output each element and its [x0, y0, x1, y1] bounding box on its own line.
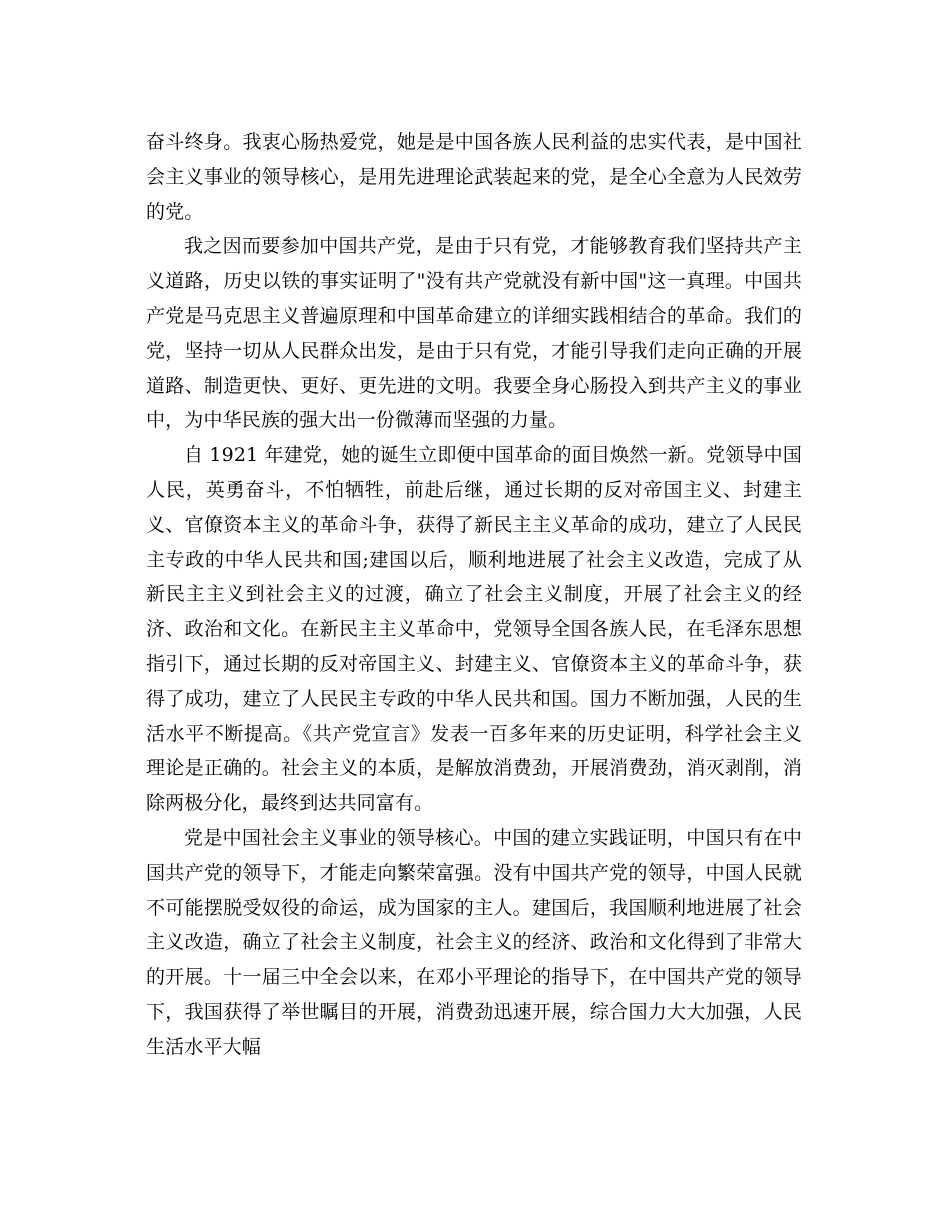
paragraph-2: 我之因而要参加中国共产党，是由于只有党，才能够教育我们坚持共产主义道路，历史以铁的事实证明了"没有共产党就没有新中国"这一真理。中国共产党是马克思主义普遍原理和中国革命建立的详细实践相结合的革命。我们的党，坚持一切从人民群众出发，是由于只有党，才能引导我们走向正确的开展道路、制造更快、更好、更先进的文明。我要全身心肠投入到共产主义的事业中，为中华民族的强大出一份微薄而坚强的力量。 — [146, 235, 802, 432]
paragraph-1: 奋斗终身。我衷心肠热爱党，她是是中国各族人民利益的忠实代表，是中国社会主义事业的领导核心，是用先进理论武装起来的党，是全心全意为人民效劳的党。 — [146, 131, 802, 223]
document-page — [146, 125, 802, 1065]
paragraph-3: 自 1921 年建党，她的诞生立即便中国革命的面目焕然一新。党领导中国人民，英勇奋斗，不怕牺牲，前赴后继，通过长期的反对帝国主义、封建主义、官僚资本主义的革命斗争，获得了新民主主义革命的成功，建立了人民民主专政的中华人民共和国;建国以后，顺利地进展了社会主义改造，完成了从新民主主义到社会主义的过渡，确立了社会主义制度，开展了社会主义的经济、政治和文化。在新民主主义革命中，党领导全国各族人民，在毛泽东思想指引下，通过长期的反对帝国主义、封建主义、官僚资本主义的革命斗争，获得了成功，建立了人民民主专政的中华人民共和国。国力不断加强，人民的生活水平不断提高。《共产党宣言》发表一百多年来的历史证明，科学社会主义理论是正确的。社会主义的本质，是解放消费劲，开展消费劲，消灭剥削，消除两极分化，最终到达共同富有。 — [146, 444, 802, 815]
paragraph-4: 党是中国社会主义事业的领导核心。中国的建立实践证明，中国只有在中国共产党的领导下，才能走向繁荣富强。没有中国共产党的领导，中国人民就不可能摆脱受奴役的命运，成为国家的主人。建国后，我国顺利地进展了社会主义改造，确立了社会主义制度，社会主义的经济、政治和文化得到了非常大的开展。十一届三中全会以来，在邓小平理论的指导下，在中国共产党的领导下，我国获得了举世瞩目的开展，消费劲迅速开展，综合国力大大加强，人民生活水平大幅 — [146, 826, 802, 1058]
